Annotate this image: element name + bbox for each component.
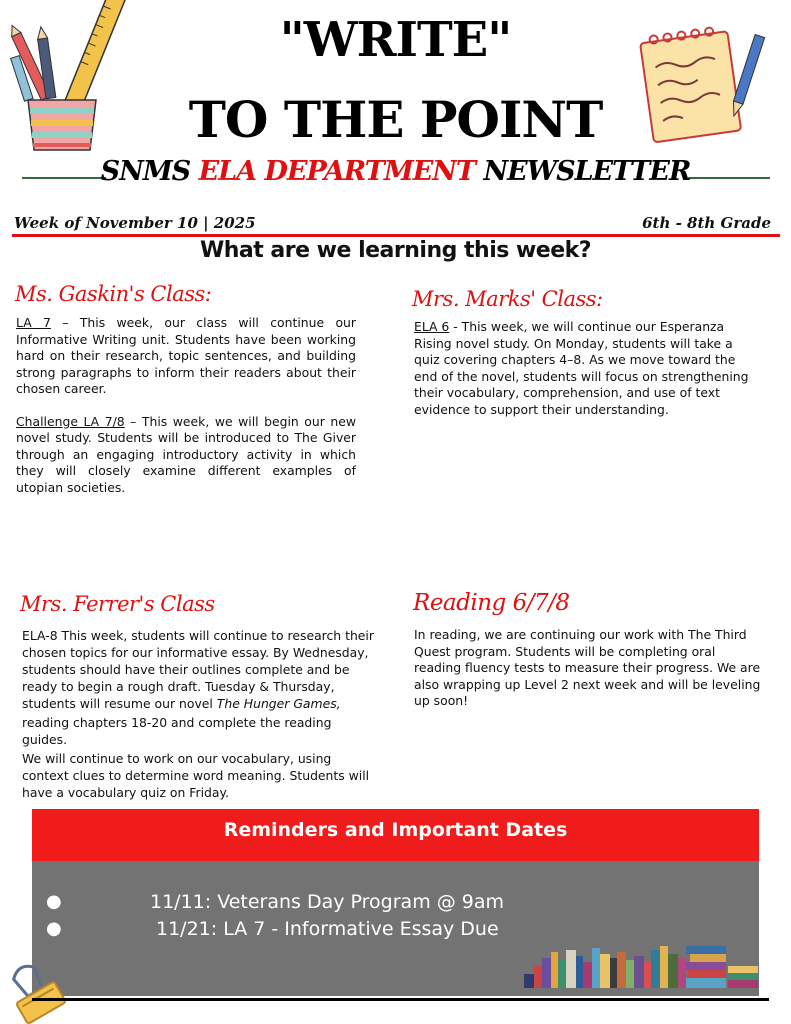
reminder-text-2: 11/21: LA 7 - Informative Essay Due — [156, 918, 499, 940]
newsletter-subtitle — [0, 156, 791, 187]
subtitle-highlight: ELA DEPARTMENT — [198, 156, 476, 187]
course-label-la7: LA 7 — [16, 315, 51, 330]
gaskin-para-1 — [16, 315, 356, 398]
subtitle-prefix: SNMS — [100, 156, 191, 187]
course-label-challenge: Challenge LA 7/8 — [16, 413, 125, 429]
gaskin-section — [16, 315, 356, 496]
gaskin-para-1-text: – This week, our class will continue our Informative Writing unit. Students have been working hard on their research, topic sentences, and building strong paragraphs to inform their readers about their chosen career. — [16, 315, 356, 396]
header-rule — [12, 234, 780, 237]
course-label-ela6: ELA 6 — [414, 319, 450, 334]
newsletter-title-line2: TO THE POINT — [188, 90, 603, 149]
ferrer-para-2: We will continue to work on our vocabulary, using context clues to determine word meaning. Students will have a vocabulary quiz on Friday. — [22, 751, 370, 800]
subtitle-suffix: NEWSLETTER — [483, 156, 691, 187]
teacher-heading-marks: Mrs. Marks' Class: — [412, 287, 603, 311]
newsletter-title-line1: "WRITE" — [279, 12, 512, 68]
books-stack-icon — [524, 940, 764, 990]
ferrer-para-1-end: reading chapters 18-20 and complete the reading guides. — [22, 715, 332, 747]
marks-para — [414, 319, 754, 418]
gaskin-para-2-text: – This week, we will begin our new novel study. Students will be introduced to The Giver through an engaging introductory activity in which they will closely examine different examples of utopian societies. — [16, 413, 356, 495]
bullet-icon: ● — [46, 891, 62, 912]
section-question: What are we learning this week? — [199, 238, 592, 263]
footer-rule — [32, 998, 769, 1001]
binder-clip-icon — [6, 964, 66, 1024]
grade-range: 6th - 8th Grade — [642, 214, 771, 232]
gaskin-para-2 — [16, 414, 356, 497]
week-date: Week of November 10 | 2025 — [14, 214, 256, 232]
teacher-heading-gaskin: Ms. Gaskin's Class: — [15, 282, 212, 306]
reminders-heading: Reminders and Important Dates — [32, 809, 759, 861]
teacher-heading-ferrer: Mrs. Ferrer's Class — [20, 592, 215, 616]
reading-section — [414, 627, 766, 710]
reading-para: In reading, we are continuing our work with The Third Quest program. Students will be completing oral reading fluency tests to measure their progress. We are also wrapping up Level 2 next week and will be leveling up soon! — [414, 627, 761, 708]
ferrer-section — [22, 627, 374, 801]
reminder-text-1: 11/11: Veterans Day Program @ 9am — [150, 891, 505, 913]
teacher-heading-reading: Reading 6/7/8 — [413, 590, 570, 616]
marks-para-text: - This week, we will continue our Esperanza Rising novel study. On Monday, students will take a quiz covering chapters 4–8. As we move toward the end of the novel, students will focus on strengthening their vocabulary, comprehension, and use of text evidence to support their understanding. — [414, 319, 749, 417]
ferrer-para-1-text: ELA-8 This week, students will continue to research their chosen topics for our informative essay. By Wednesday, students should have their outlines complete and be ready to begin a rough draft. Tuesday & Thursday, students will resume our novel — [22, 628, 374, 711]
bullet-icon: ● — [46, 918, 62, 939]
novel-title: The Hunger Games, — [216, 696, 341, 711]
marks-section — [414, 319, 754, 418]
ferrer-para-1 — [22, 627, 374, 712]
